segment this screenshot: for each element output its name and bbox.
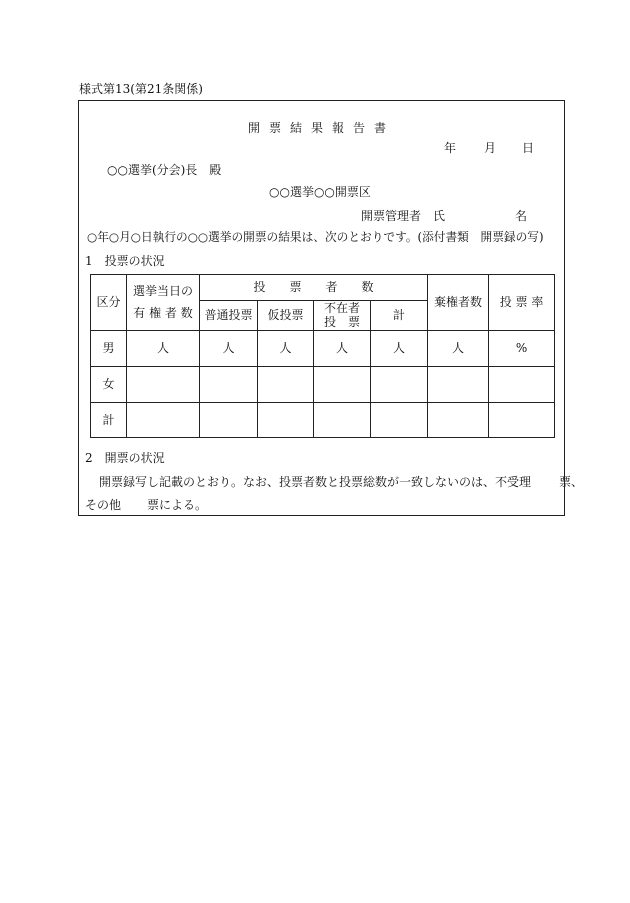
addressee: ○○選挙(分会)長 殿	[107, 163, 222, 177]
district: ○○選挙○○開票区	[269, 185, 371, 199]
header-eligible-line1: 選挙当日の	[132, 284, 193, 298]
cell-eligible	[127, 402, 200, 437]
manager-line	[361, 207, 527, 224]
row-label: 計	[91, 402, 127, 437]
section2-line2-end: 票による。	[147, 498, 208, 512]
date-year: 年	[443, 141, 456, 155]
manager-name-1: 氏	[433, 209, 446, 223]
table-row	[91, 330, 555, 366]
header-absentee	[314, 301, 371, 331]
manager-label: 開票管理者	[361, 209, 422, 223]
cell-total: 人	[371, 330, 428, 366]
header-provisional: 仮投票	[258, 301, 314, 331]
section2-line2	[85, 496, 207, 513]
report-title: 開票結果報告書	[247, 121, 395, 135]
date-day: 日	[521, 141, 534, 155]
section2-line2-text: その他	[85, 498, 122, 512]
table-row	[91, 402, 555, 437]
cell-total	[371, 366, 428, 402]
header-eligible	[127, 275, 200, 331]
header-absentee-line1: 不在者	[323, 301, 360, 315]
header-absentee-line2: 投 票	[323, 315, 360, 330]
cell-regular	[200, 402, 258, 437]
row-label: 女	[91, 366, 127, 402]
section2-line1-end: 票、	[559, 475, 584, 489]
date-line	[444, 139, 534, 156]
cell-absentee: 人	[314, 330, 371, 366]
cell-provisional: 人	[258, 330, 314, 366]
table-row	[91, 366, 555, 402]
header-turnout: 投 票 率	[489, 275, 555, 331]
intro-text: ○年○月○日執行の○○選挙の開票の結果は、次のとおりです。(添付書類 開票録の写)	[87, 230, 544, 244]
row-label: 男	[91, 330, 127, 366]
date-month: 月	[483, 141, 496, 155]
header-category: 区分	[91, 275, 127, 331]
cell-turnout	[489, 402, 555, 437]
report-frame	[78, 100, 584, 516]
cell-provisional	[258, 402, 314, 437]
cell-total	[371, 402, 428, 437]
cell-abstain	[428, 402, 489, 437]
section2-line1-text: 開票録写し記載のとおり。なお、投票者数と投票総数が一致しないのは、不受理	[99, 475, 532, 489]
cell-eligible: 人	[127, 330, 200, 366]
section1-title: 1 投票の状況	[85, 254, 165, 268]
cell-absentee	[314, 402, 371, 437]
cell-abstain: 人	[428, 330, 489, 366]
header-regular: 普通投票	[200, 301, 258, 331]
cell-regular: 人	[200, 330, 258, 366]
cell-absentee	[314, 366, 371, 402]
manager-name-2: 名	[515, 209, 528, 223]
cell-abstain	[428, 366, 489, 402]
results-table	[90, 274, 555, 438]
section2-line1	[99, 473, 583, 490]
cell-turnout: %	[489, 330, 555, 366]
header-eligible-line2: 有 権 者 数	[133, 306, 193, 321]
cell-regular	[200, 366, 258, 402]
cell-eligible	[127, 366, 200, 402]
header-voters: 投 票 者 数	[200, 275, 428, 301]
form-label: 様式第13(第21条関係)	[79, 82, 203, 96]
cell-turnout	[489, 366, 555, 402]
header-total: 計	[371, 301, 428, 331]
cell-provisional	[258, 366, 314, 402]
header-abstain: 棄権者数	[428, 275, 489, 331]
section2-title: 2 開票の状況	[85, 451, 165, 465]
